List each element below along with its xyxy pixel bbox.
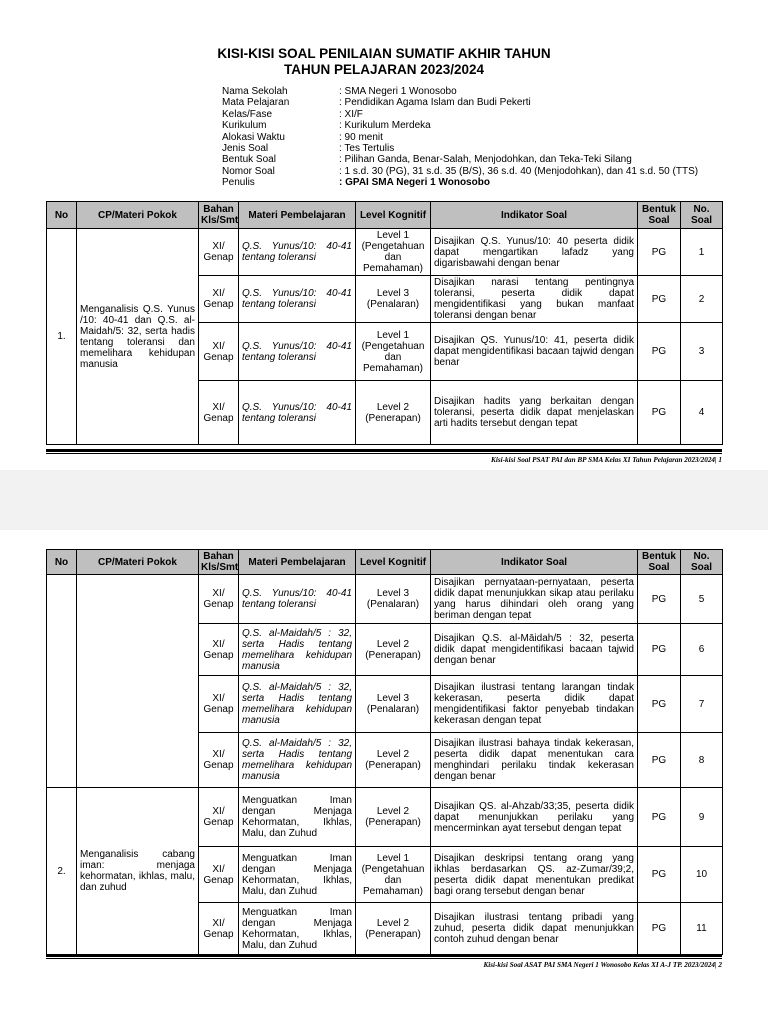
col-header-nosoal: No. Soal [681,550,723,575]
level-cell: Level 1 (Pengetahuan dan Pemahaman) [356,229,431,276]
footer-rule-thin [46,958,722,959]
identity-block [222,86,698,189]
info-key: Alokasi Waktu [222,131,285,143]
info-row [222,97,698,108]
materi-cell: Q.S. al-Maidah/5 : 32, serta Hadis tentang memelihara kehidupan manusia [239,733,356,788]
bahan-cell: XI/ Genap [199,323,239,381]
info-row [222,109,698,120]
indikator-cell: Disajikan ilustrasi tentang larangan tindak kekerasan, peserta didik dapat mengidentifikasi faktor penyebab tindakan kekerasan dengan tepat [431,676,638,733]
nosoal-cell: 3 [681,323,723,381]
kisi-table-page-2 [46,549,723,955]
group-number [47,575,77,788]
bahan-cell: XI/ Genap [199,847,239,903]
indikator-cell: Disajikan ilustrasi bahaya tindak kekerasan, peserta didik dapat menentukan cara menghindari perilaku tindak kekerasan dengan benar [431,733,638,788]
group-cp [77,575,199,788]
materi-cell: Q.S. al-Maidah/5 : 32, serta Hadis tentang memelihara kehidupan manusia [239,676,356,733]
materi-cell: Q.S. al-Maidah/5 : 32, serta Hadis tentang memelihara kehidupan manusia [239,624,356,676]
bentuk-cell: PG [638,847,681,903]
indikator-cell: Disajikan narasi tentang pentingnya toleransi, peserta didik dapat mengidentifikasi yang bukan manfaat toleransi dengan benar [431,276,638,323]
info-key: Bentuk Soal [222,154,276,166]
info-value: : 90 menit [339,131,383,143]
materi-cell: Q.S. Yunus/10: 40-41 tentang toleransi [239,229,356,276]
nosoal-cell: 7 [681,676,723,733]
indikator-cell: Disajikan Q.S. Yunus/10: 40 peserta didik dapat mengartikan lafadz yang digarisbawahi dengan benar [431,229,638,276]
info-key: Kurikulum [222,120,267,132]
materi-cell: Menguatkan Iman dengan Menjaga Kehormatan, Ikhlas, Malu, dan Zuhud [239,847,356,903]
col-header-indikator: Indikator Soal [431,202,638,229]
info-row [222,143,698,154]
page-footer: Kisi-kisi Soal ASAT PAI SMA Negeri 1 Wonosobo Kelas XI A-J TP. 2023/2024| 2 [483,961,722,969]
table-header-row [47,202,723,229]
nosoal-cell: 6 [681,624,723,676]
materi-cell: Q.S. Yunus/10: 40-41 tentang toleransi [239,323,356,381]
level-cell: Level 2 (Penerapan) [356,381,431,445]
nosoal-cell: 10 [681,847,723,903]
footer-rule [46,449,722,452]
indikator-cell: Disajikan deskripsi tentang orang yang ikhlas berdasarkan QS. az-Zumar/39;2, peserta didik dapat menentukan predikat bagi orang tersebut dengan benar [431,847,638,903]
col-header-level: Level Kognitif [356,202,431,229]
nosoal-cell: 9 [681,788,723,847]
footer-rule [46,954,722,957]
info-key: Mata Pelajaran [222,97,290,109]
indikator-cell: Disajikan QS. Yunus/10: 41, peserta didik dapat mengidentifikasi bacaan tajwid dengan benar [431,323,638,381]
bahan-cell: XI/ Genap [199,276,239,323]
materi-cell: Menguatkan Iman dengan Menjaga Kehormatan, Ikhlas, Malu, dan Zuhud [239,788,356,847]
indikator-cell: Disajikan pernyataan-pernyataan, peserta didik dapat menunjukkan sikap atau perilaku yang harus dihindari oleh orang yang beriman dengan tepat [431,575,638,624]
level-cell: Level 2 (Penerapan) [356,733,431,788]
level-cell: Level 3 (Penalaran) [356,276,431,323]
info-row [222,120,698,131]
bentuk-cell: PG [638,788,681,847]
table-header-row [47,550,723,575]
info-value: : Pilihan Ganda, Benar-Salah, Menjodohkan, dan Teka-Teki Silang [339,154,632,166]
level-cell: Level 1 (Pengetahuan dan Pemahaman) [356,847,431,903]
level-cell: Level 2 (Penerapan) [356,903,431,955]
col-header-cp: CP/Materi Pokok [77,202,199,229]
nosoal-cell: 2 [681,276,723,323]
indikator-cell: Disajikan QS. al-Ahzab/33;35, peserta didik dapat menunjukkan perilaku yang mencerminkan ayat tersebut dengan tepat [431,788,638,847]
col-header-no: No [47,202,77,229]
bentuk-cell: PG [638,575,681,624]
col-header-cp: CP/Materi Pokok [77,550,199,575]
level-cell: Level 2 (Penerapan) [356,788,431,847]
bentuk-cell: PG [638,323,681,381]
info-key: Penulis [222,177,255,189]
level-cell: Level 1 (Pengetahuan dan Pemahaman) [356,323,431,381]
info-value: : XI/F [339,108,363,120]
kisi-table-page-1 [46,201,723,445]
bentuk-cell: PG [638,676,681,733]
bahan-cell: XI/ Genap [199,624,239,676]
col-header-no: No [47,550,77,575]
nosoal-cell: 4 [681,381,723,445]
info-value: : Kurikulum Merdeka [339,120,431,132]
col-header-nosoal: No. Soal [681,202,723,229]
info-row [222,166,698,177]
document-title: KISI-KISI SOAL PENILAIAN SUMATIF AKHIR TAHUN [217,46,551,61]
table-row [47,788,723,847]
footer-rule-thin [46,453,722,454]
indikator-cell: Disajikan hadits yang berkaitan dengan toleransi, peserta didik dapat menjelaskan arti hadits tersebut dengan tepat [431,381,638,445]
bahan-cell: XI/ Genap [199,788,239,847]
info-value: : GPAI SMA Negeri 1 Wonosobo [339,177,490,189]
bahan-cell: XI/ Genap [199,903,239,955]
info-row [222,177,698,188]
nosoal-cell: 8 [681,733,723,788]
bahan-cell: XI/ Genap [199,575,239,624]
bentuk-cell: PG [638,381,681,445]
info-key: Jenis Soal [222,143,269,155]
col-header-bahan: Bahan Kls/Smt [199,550,239,575]
bahan-cell: XI/ Genap [199,676,239,733]
materi-cell: Menguatkan Iman dengan Menjaga Kehormatan, Ikhlas, Malu, dan Zuhud [239,903,356,955]
bentuk-cell: PG [638,733,681,788]
level-cell: Level 2 (Penerapan) [356,624,431,676]
info-value: : SMA Negeri 1 Wonosobo [339,86,457,97]
page-gap [0,470,768,530]
info-key: Kelas/Fase [222,108,273,120]
materi-cell: Q.S. Yunus/10: 40-41 tentang toleransi [239,381,356,445]
table-row [47,229,723,276]
bentuk-cell: PG [638,624,681,676]
info-row [222,154,698,165]
bahan-cell: XI/ Genap [199,229,239,276]
bentuk-cell: PG [638,229,681,276]
info-value: : Tes Tertulis [339,143,395,155]
col-header-bentuk: Bentuk Soal [638,202,681,229]
indikator-cell: Disajikan ilustrasi tentang pribadi yang zuhud, peserta didik dapat menunjukkan contoh zuhud dengan benar [431,903,638,955]
bahan-cell: XI/ Genap [199,733,239,788]
info-row [222,86,698,97]
materi-cell: Q.S. Yunus/10: 40-41 tentang toleransi [239,276,356,323]
bentuk-cell: PG [638,276,681,323]
col-header-bentuk: Bentuk Soal [638,550,681,575]
col-header-materi: Materi Pembelajaran [239,202,356,229]
nosoal-cell: 1 [681,229,723,276]
nosoal-cell: 11 [681,903,723,955]
group-number: 2. [47,788,77,955]
col-header-indikator: Indikator Soal [431,550,638,575]
level-cell: Level 3 (Penalaran) [356,676,431,733]
col-header-level: Level Kognitif [356,550,431,575]
indikator-cell: Disajikan Q.S. al-Māidah/5 : 32, peserta didik dapat mengidentifikasi bacaan tajwid dengan benar [431,624,638,676]
page-footer: Kisi-kisi Soal PSAT PAI dan BP SMA Kelas XI Tahun Pelajaran 2023/2024| 1 [491,456,722,464]
info-key: Nomor Soal [222,165,275,177]
col-header-bahan: Bahan Kls/Smt [199,202,239,229]
table-row [47,575,723,624]
col-header-materi: Materi Pembelajaran [239,550,356,575]
info-key: Nama Sekolah [222,86,288,97]
document-subtitle: TAHUN PELAJARAN 2023/2024 [283,62,485,77]
info-value: : 1 s.d. 30 (PG), 31 s.d. 35 (B/S), 36 s.d. 40 (Menjodohkan), dan 41 s.d. 50 (TTS) [339,165,699,177]
group-cp: Menganalisis cabang iman: menjaga kehormatan, ikhlas, malu, dan zuhud [77,788,199,955]
materi-cell: Q.S. Yunus/10: 40-41 tentang toleransi [239,575,356,624]
nosoal-cell: 5 [681,575,723,624]
group-cp: Menganalisis Q.S. Yunus /10: 40-41 dan Q.S. al-Maidah/5: 32, serta hadis tentang toleransi dan memelihara kehidupan manusia [77,229,199,445]
info-row [222,132,698,143]
info-value: : Pendidikan Agama Islam dan Budi Pekerti [339,97,531,109]
document-page-1 [0,0,768,470]
level-cell: Level 3 (Penalaran) [356,575,431,624]
group-number: 1. [47,229,77,445]
bentuk-cell: PG [638,903,681,955]
bahan-cell: XI/ Genap [199,381,239,445]
document-page-2 [0,530,768,1024]
